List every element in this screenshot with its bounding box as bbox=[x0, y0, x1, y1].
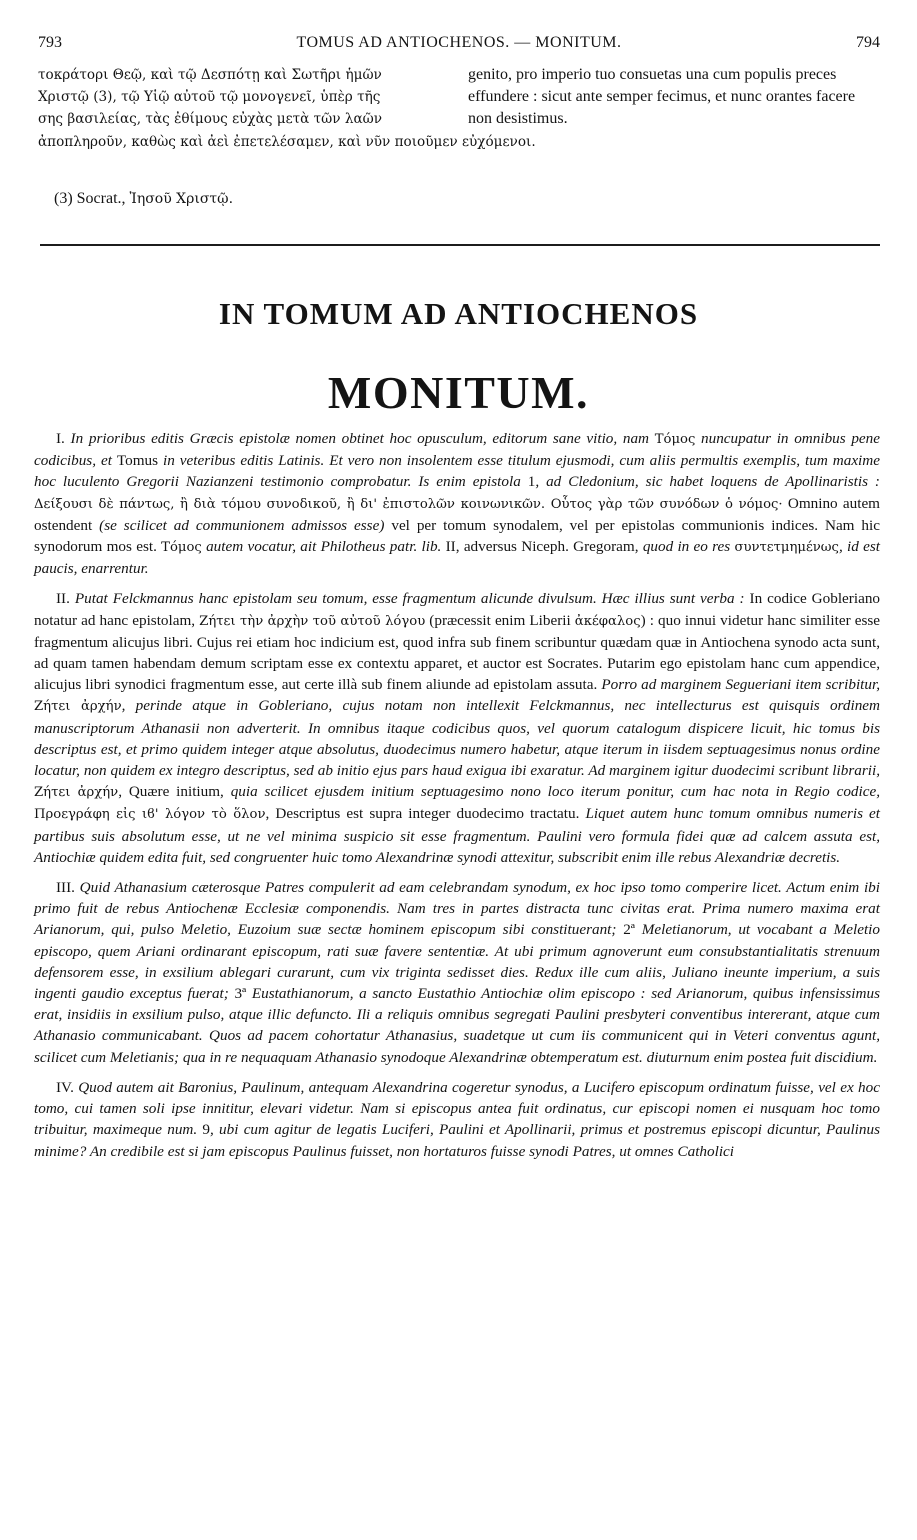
latin-column: genito, pro imperio tuo consuetas una cum populis preces effundere : sicut ante semper fecimus, et nunc orantes facere non desistimus. bbox=[468, 66, 856, 127]
greek-quote: Τόμος bbox=[654, 432, 696, 447]
paragraph-text: Liquet autem hunc tomum omnibus numeris et partibus suis absolutum esse, ut ne vel minima suspicio sit esse fragmentum. Paulini vero formula fidei quæ ad calcem assuta est, Antiochiæ quidem edita fuit, sed congruenter huic tomo Alexandrinæ synodi attexitur, subscribit enim ille rebus Alexandriæ decretis. bbox=[34, 805, 881, 866]
greek-column bbox=[38, 64, 456, 130]
paragraph-text: in veteribus editis Latinis. Et vero non insolentem esse titulum ejusmodi, cum aliis permultis exemplis, tum maxime hoc luculento Gregorii Nazianzeni testimonio comprobatur. Is enim epistola bbox=[34, 452, 880, 491]
greek-closing-line: ἀποπληροῦν, καθὼς καὶ ἀεὶ ἐπετελέσαμεν, καὶ νῦν ποιοῦμεν εὐχόμενοι. bbox=[38, 134, 536, 150]
greek-line: σης βασιλείας, τὰς ἐθίμους εὐχὰς μετὰ τῶν λαῶν bbox=[38, 111, 382, 127]
paragraph bbox=[34, 588, 880, 868]
section-title: IN TOMUM AD ANTIOCHENOS bbox=[218, 296, 699, 331]
paragraph-text: Omnino autem ostendent bbox=[34, 494, 880, 534]
paragraph-text: nuncupatur in omnibus pene codicibus, et bbox=[34, 430, 881, 470]
paragraph-text: , ad Cledonium, sic habet loquens de Apollinaristis : bbox=[535, 473, 880, 491]
greek-quote: Τόμος bbox=[161, 540, 202, 556]
greek-quote: Δείξουσι δὲ πάντως, ἢ διὰ τόμου συνοδικοῦ, ἢ δι' ἐπιστολῶν κοινωνικῶν. Οὗτος γὰρ τῶν συνόδων ὁ νόμος· bbox=[34, 496, 783, 512]
paragraph-text: 2ª bbox=[623, 921, 635, 939]
greek-quote: συντετμημένως bbox=[734, 540, 839, 556]
paragraph bbox=[34, 1077, 880, 1162]
paragraph-text: In codice Gobleriano notatur ad hanc epistolam, bbox=[34, 590, 881, 629]
greek-line: τοκράτορι Θεῷ, καὶ τῷ Δεσπότῃ καὶ Σωτῆρι ἡμῶν bbox=[38, 67, 382, 83]
footnote-greek: Ἰησοῦ Χριστῷ. bbox=[129, 191, 234, 207]
greek-quote: Προεγράφη εἰς ιϐ' λόγον τὸ ὅλον bbox=[34, 807, 266, 823]
running-header bbox=[38, 34, 880, 56]
footnote-mark: (3) Socrat., bbox=[54, 190, 126, 207]
monitum-body bbox=[34, 428, 880, 1171]
paragraph-text: Putat Felckmannus hanc epistolam seu tomum, esse fragmentum alicunde divulsum. Hæc illius sunt verba : bbox=[69, 590, 750, 608]
paragraph-text: , Descriptus est supra integer duodecimo tractatu. bbox=[265, 805, 586, 823]
running-title: TOMUS AD ANTIOCHENOS. — MONITUM. bbox=[296, 34, 622, 51]
page-number-left: 793 bbox=[38, 34, 62, 51]
paragraph-number: I. bbox=[56, 430, 65, 447]
paragraph-text: , id est paucis, enarrentur. bbox=[34, 538, 880, 578]
paragraph-number: II. bbox=[56, 590, 70, 608]
paragraph-text: II, adversus Niceph. Gregoram, bbox=[445, 538, 643, 556]
section-heading-monitum: MONITUM. bbox=[327, 367, 590, 418]
paragraph-text: Porro ad marginem Segueriani item scribitur, bbox=[601, 676, 880, 694]
greek-quote: Ζήτει τὴν ἀρχὴν τοῦ αὐτοῦ λόγου bbox=[199, 613, 426, 629]
paragraph-text: (præcessit enim Liberii bbox=[425, 611, 575, 629]
paragraph-text: Quid Athanasium cæterosque Patres compulerit ad eam celebrandam synodum, ex hoc ipso tomo comperire licet. Actum enim ibi primo fuit de rebus Antiochenæ Ecclesiæ componendis. Nam tres in partes distracta tunc civitas erat. Prima numero maxima erat Arianorum, qui, pulso Meletio, Euzoium suæ sectæ hominem episcopum sibi constituerant; bbox=[34, 879, 880, 939]
paragraph-text: 9 bbox=[202, 1121, 211, 1139]
paragraph-text: Quod autem ait Baronius, Paulinum, antequam Alexandrina cogeretur synodus, a Lucifero episcopum ordinatum fuisse, vel ex hoc tomo, cui tamen soli ipse innititur, elevari videtur. Nam si episcopus antea fuit ordinatus, cur episcopi nomen ei nusquam hoc tomo tribuitur, maximeque num. bbox=[34, 1078, 880, 1139]
greek-line: Χριστῷ (3), τῷ Υἱῷ αὐτοῦ τῷ μονογενεῖ, ὑπὲρ τῆς bbox=[38, 89, 381, 105]
greek-quote: Ζήτει ἀρχήν bbox=[34, 785, 119, 801]
greek-quote: Ζήτει ἀρχήν bbox=[34, 699, 122, 715]
paragraph-text: (se scilicet ad communionem admissos esse) bbox=[99, 516, 385, 534]
page-number-right: 794 bbox=[856, 34, 880, 51]
paragraph bbox=[34, 877, 880, 1068]
paragraph-text: Eustathianorum, a sancto Eustathio Antiochiæ olim episcopo : sed Arianorum, quibus infensissimus erat, insidiis in exsilium pulso, atque illic defuncto. Ili a reliquis omnibus segregati Paulini presbyteri conventibus intererant, atque cum Athanasio communicabant. Quos ad pacem cohortatur Athanasius, suadetque ut cum iis communicent qui in Veteri conventus agunt, scilicet cum Meletianis; qua in re nequaquam Athanasio synodoque Alexandrinæ obtemperatum est. diuturnum enim postea fuit discidium. bbox=[34, 985, 880, 1066]
paragraph bbox=[34, 428, 880, 579]
paragraph-text: Tomus bbox=[116, 452, 159, 470]
footnote bbox=[54, 190, 233, 208]
greek-quote: ἀκέφαλος bbox=[574, 613, 641, 629]
paragraph-text: , perinde atque in Gobleriano, cujus notam non intellexit Felckmannus, nec intellecturus est quisquis ordinem manuscriptorum Athanasii non adverterit. In omnibus itaque codicibus quos, vel quorum catalogum dispicere licuit, hic tomus bis descriptus est, et primo quidem integer atque absolutus, duodecimus numero habetur, atque iterum in iisdem septuagesimus nonus ordine locatur, non quidem ex integro descriptus, sed ab initio ejus pars haud exigua ibi exaratur. Ad marginem igitur duodecimi scribunt librarii, bbox=[34, 697, 881, 780]
paragraph-text: 3ª bbox=[234, 985, 247, 1003]
paragraph-text: , ubi cum agitur de legatis Luciferi, Paulini et Apollinarii, primus et postremus episcopi dicuntur, Paulinus minime? An credibile est si jam episcopus Paulinus fuisset, non hortaturos fuisse synodi Patres, ut omnes Catholici bbox=[34, 1121, 880, 1160]
paragraph-text: quod in eo res bbox=[642, 538, 735, 556]
paragraph-text: vel per tomum synodalem, vel per epistolas communionis indices. Nam hic synodorum mos est. bbox=[34, 516, 880, 556]
paragraph-number: IV. bbox=[56, 1078, 74, 1096]
paragraph-text: , Quære initium, bbox=[118, 783, 231, 801]
paragraph-text: In prioribus editis Græcis epistolæ nomen obtinet hoc opusculum, editorum sane vitio, nam bbox=[64, 430, 655, 447]
paragraph-text: autem vocatur, ait Philotheus patr. lib. bbox=[201, 538, 446, 556]
paragraph-number: III. bbox=[56, 879, 75, 897]
paragraph-text: 1 bbox=[527, 473, 536, 491]
section-divider bbox=[40, 244, 880, 246]
paragraph-text: Meletianorum, ut vocabant a Meletio episcopo, quem Ariani ordinarant episcopum, rati suæ favere sententiæ. At ubi primum agnoverunt eum consubstantialitatis strenuum defensorem esse, in exsilium ablegari curarunt, cum vix triginta sedisset dies. Redux ille cum aliis, Juliano ineunte imperium, a suis ingenti gaudio exceptus fuerat; bbox=[34, 921, 880, 1003]
paragraph-text: quia scilicet ejusdem initium septuagesimo nono loco iterum ponitur, cum hac nota in Regio codice, bbox=[230, 783, 881, 801]
paragraph-text: ) : quo innui videtur hanc similiter esse fragmentum alicujus libri. Cujus rei etiam hoc indicium est, quod infra sub finem scribuntur quædam quæ in Antiochena synodo acta sunt, ad quam tamen habendam demum scriptam esse ex contextu apparet, et auctor est Socrates. Putarim ego epistolam hanc cum appendice, alicujus libri synodici fragmentum esse, aut certe illà sub finem aliunde ad epistolam assuta. bbox=[34, 611, 881, 694]
